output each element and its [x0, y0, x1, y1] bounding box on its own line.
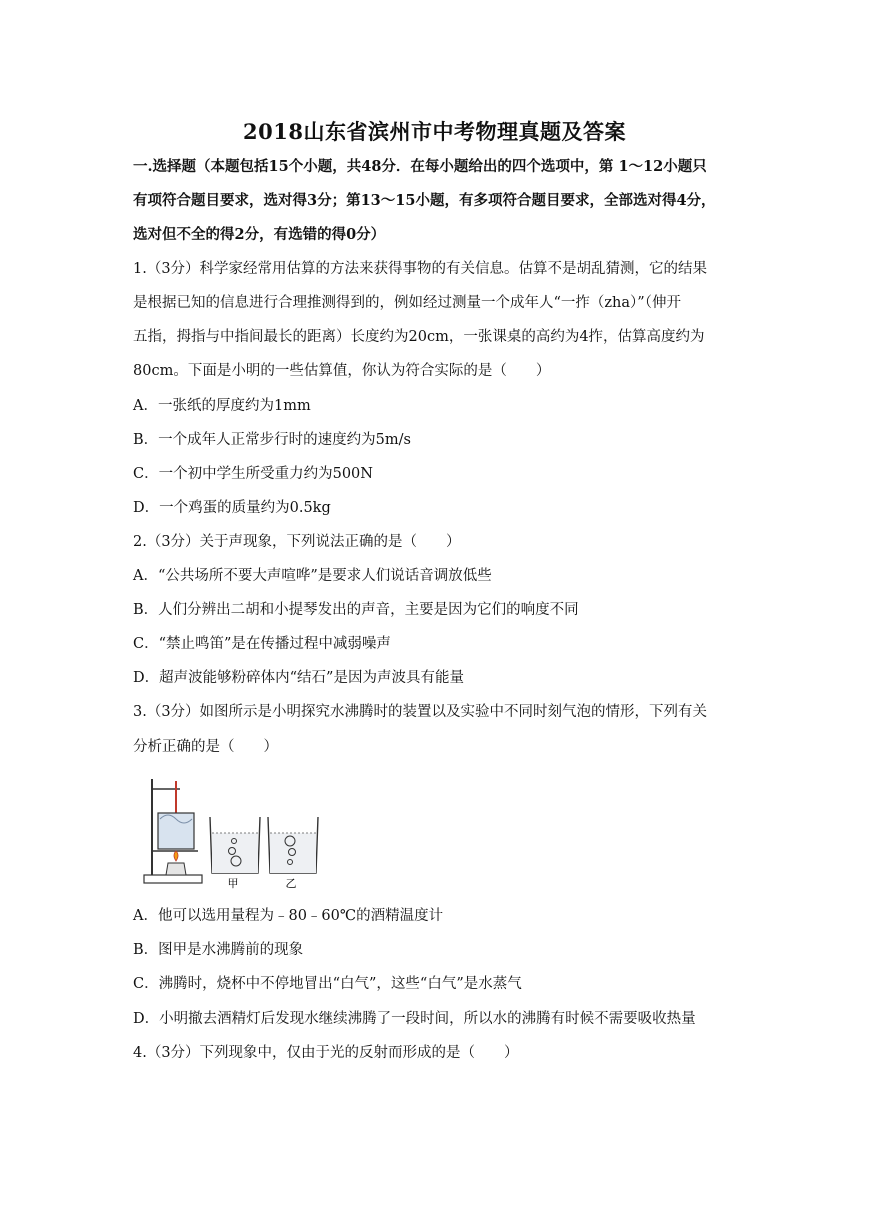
boiling-experiment-figure [140, 775, 320, 890]
question-1-option-a: A．一张纸的厚度约为1mm [133, 398, 311, 414]
section-instructions-line-2: 有项符合题目要求，选对得3分；第13～15小题，有多项符合题目要求，全部选对得4分， [133, 192, 716, 209]
question-1-option-b: B．一个成年人正常步行时的速度约为5m/s [133, 432, 411, 448]
lamp-flame [174, 851, 178, 861]
question-1-option-d: D．一个鸡蛋的质量约为0.5kg [133, 500, 331, 516]
question-2-stem: 2.（3分）关于声现象，下列说法正确的是（ ） [133, 534, 461, 550]
stand-base [144, 875, 202, 883]
question-3-stem-line-2: 分析正确的是（ ） [133, 739, 278, 755]
question-2-option-d: D．超声波能够粉碎体内“结石”是因为声波具有能量 [133, 670, 464, 686]
figure-label-yi: 乙 [285, 877, 297, 890]
question-3-stem-line-1: 3.（3分）如图所示是小明探究水沸腾时的装置以及实验中不同时刻气泡的情形，下列有关 [133, 704, 708, 720]
question-3-option-b: B．图甲是水沸腾前的现象 [133, 942, 304, 958]
question-1-stem-line-4: 80cm。下面是小明的一些估算值，你认为符合实际的是（ ） [133, 363, 551, 379]
section-instructions-line-3: 选对但不全的得2分，有选错的得0分） [133, 226, 386, 243]
question-1-stem-line-3: 五指，拇指与中指间最长的距离）长度约为20cm，一张课桌的高约为4拃，估算高度约为 [133, 329, 705, 345]
beaker-jia [210, 817, 260, 873]
page-title: 2018山东省滨州市中考物理真题及答案 [243, 119, 626, 144]
question-4-stem: 4.（3分）下列现象中，仅由于光的反射而形成的是（ ） [133, 1045, 519, 1061]
question-1-stem-line-1: 1.（3分）科学家经常用估算的方法来获得事物的有关信息。估算不是胡乱猜测，它的结果 [133, 261, 708, 277]
question-1-stem-line-2: 是根据已知的信息进行合理推测得到的，例如经过测量一个成年人“一拃（zha）”（伸开 [133, 295, 681, 311]
question-2-option-b: B．人们分辨出二胡和小提琴发出的声音，主要是因为它们的响度不同 [133, 602, 579, 618]
question-3-option-d: D．小明撤去酒精灯后发现水继续沸腾了一段时间，所以水的沸腾有时候不需要吸收热量 [133, 1011, 696, 1027]
question-2-option-a: A．“公共场所不要大声喧哗”是要求人们说话音调放低些 [133, 568, 492, 584]
question-3-option-a: A．他可以选用量程为﹣80﹣60℃的酒精温度计 [133, 908, 444, 924]
figure-label-jia: 甲 [227, 877, 239, 890]
question-3-option-c: C．沸腾时，烧杯中不停地冒出“白气”，这些“白气”是水蒸气 [133, 976, 522, 992]
section-instructions-line-1: 一.选择题（本题包括15个小题，共48分．在每小题给出的四个选项中，第 1～12小题只 [133, 158, 707, 175]
alcohol-lamp [166, 863, 186, 875]
beaker-yi [268, 817, 318, 873]
question-2-option-c: C．“禁止鸣笛”是在传播过程中减弱噪声 [133, 636, 391, 652]
boiling-apparatus-diagram [140, 775, 320, 890]
question-1-option-c: C．一个初中学生所受重力约为500N [133, 466, 373, 482]
